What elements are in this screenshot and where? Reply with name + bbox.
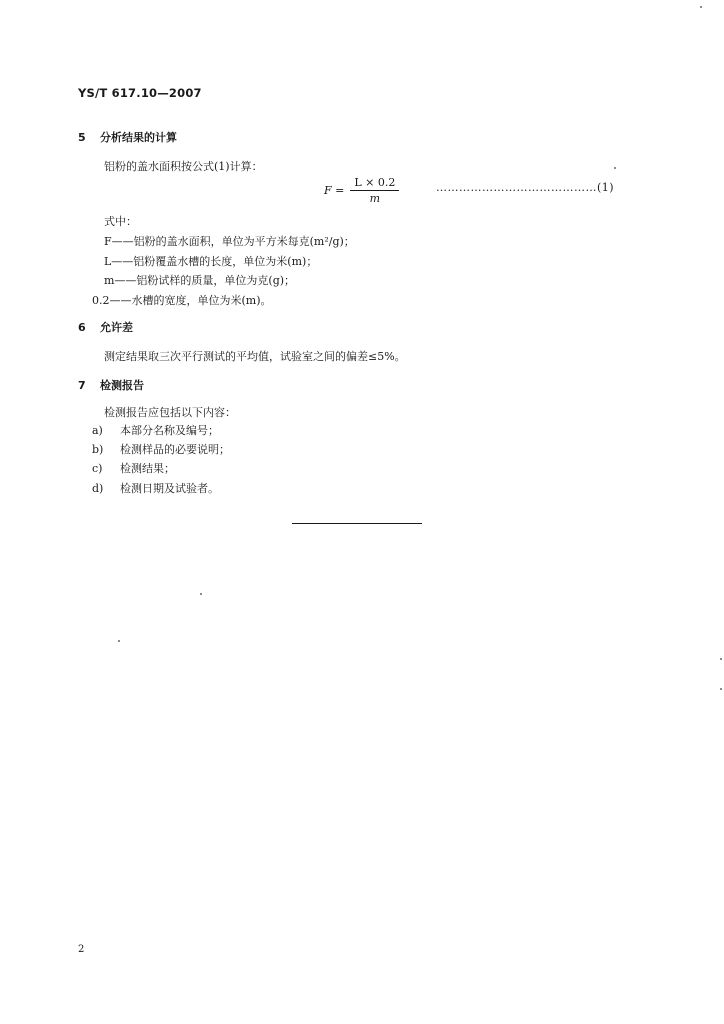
scan-speck — [700, 6, 702, 8]
list-marker: c) — [92, 462, 103, 475]
definition-F: F——铝粉的盖水面积，单位为平方米每克(m²/g)； — [104, 235, 355, 248]
definition-L: L——铝粉覆盖水槽的长度，单位为米(m)； — [104, 255, 318, 268]
section-6-heading — [78, 319, 133, 335]
section-title: 检测报告 — [100, 379, 144, 392]
definition-width: 0.2——水槽的宽度，单位为米(m)。 — [92, 294, 272, 307]
formula-1 — [324, 176, 399, 205]
scan-speck — [720, 688, 722, 690]
formula-lhs: F = — [324, 184, 345, 197]
list-item — [92, 441, 230, 457]
scan-speck — [200, 593, 202, 595]
section-number: 5 — [78, 131, 86, 144]
section-7-heading — [78, 377, 144, 393]
list-marker: a) — [92, 424, 103, 437]
section-number: 6 — [78, 321, 86, 334]
end-rule — [292, 523, 422, 524]
where-label: 式中： — [104, 215, 137, 228]
list-marker: b) — [92, 443, 104, 456]
formula-fraction — [350, 176, 399, 205]
definition-m: m——铝粉试样的质量，单位为克(g)； — [104, 274, 296, 287]
section-number: 7 — [78, 379, 86, 392]
list-text: 检测样品的必要说明； — [120, 443, 230, 456]
list-item — [92, 460, 175, 476]
page-number: 2 — [78, 944, 85, 955]
scan-speck — [720, 658, 722, 660]
list-item — [92, 422, 219, 438]
formula-intro: 铝粉的盖水面积按公式(1)计算： — [104, 160, 263, 173]
formula-numerator: L × 0.2 — [350, 176, 399, 191]
scan-speck — [118, 640, 120, 642]
list-text: 检测结果； — [120, 462, 175, 475]
section-title: 允许差 — [100, 321, 133, 334]
section-5-heading — [78, 129, 177, 145]
tolerance-text: 测定结果取三次平行测试的平均值，试验室之间的偏差≤5%。 — [104, 350, 406, 363]
list-text: 本部分名称及编号； — [120, 424, 219, 437]
report-intro: 检测报告应包括以下内容： — [104, 406, 236, 419]
equation-label: ……………………………………(1) — [436, 181, 615, 194]
formula-denominator: m — [369, 192, 381, 205]
scan-speck — [614, 167, 616, 169]
standard-number: YS/T 617.10—2007 — [78, 86, 202, 100]
list-marker: d) — [92, 482, 104, 495]
list-text: 检测日期及试验者。 — [120, 482, 219, 495]
section-title: 分析结果的计算 — [100, 131, 177, 144]
list-item — [92, 480, 219, 496]
